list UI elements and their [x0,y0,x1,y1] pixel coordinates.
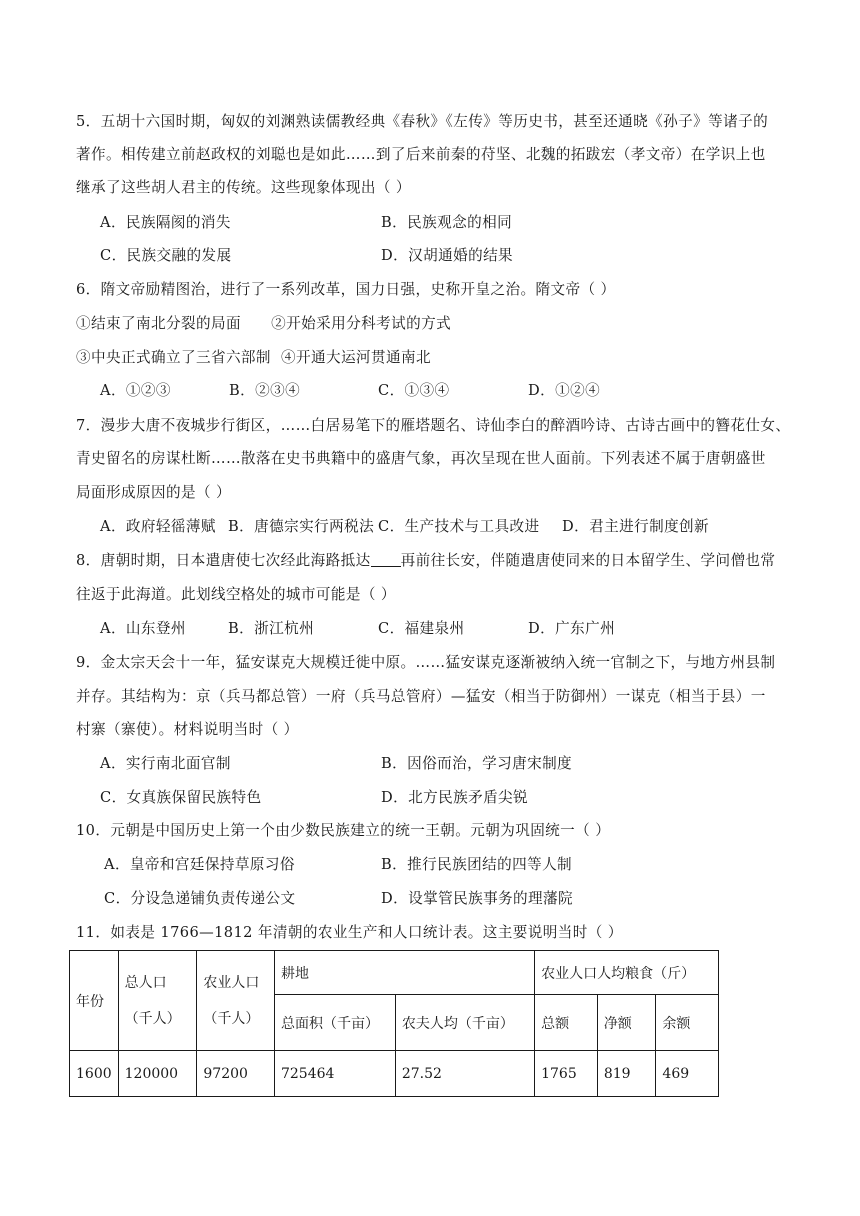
q5-stem-line-1: 5．五胡十六国时期，匈奴的刘渊熟读儒教经典《春秋》《左传》等历史书，甚至还通晓《孙子》等诸子的 [76,113,769,130]
q5-option-c[interactable]: C．民族交融的发展 [100,247,232,264]
q9-stem-line-3: 村寨（寨使）。材料说明当时（ ） [76,721,299,738]
header-farmland: 耕地 [274,951,534,995]
q6-option-d[interactable]: D．①②④ [528,382,601,399]
q5-option-b[interactable]: B．民族观念的相同 [381,214,513,231]
header-agri-population-label: 农业人口 [203,974,260,991]
q8-fill-blank [371,552,401,567]
q9-option-c[interactable]: C．女真族保留民族特色 [100,789,262,806]
q8-stem-pre: 8．唐朝时期，日本遣唐使七次经此海路抵达 [76,552,371,569]
q9-option-d[interactable]: D．北方民族矛盾尖锐 [381,789,529,806]
header-grain-total: 总额 [535,995,598,1051]
q11-stem: 11．如表是 1766—1812 年清朝的农业生产和人口统计表。这主要说明当时（ ） [76,924,623,941]
q7-option-b[interactable]: B．唐德宗实行两税法 [228,518,375,535]
q7-option-d[interactable]: D．君主进行制度创新 [562,518,710,535]
cell-land-area: 725464 [274,1051,395,1097]
q9-option-b[interactable]: B．因俗而治，学习唐宋制度 [381,755,573,772]
header-land-area: 总面积（千亩） [274,995,395,1051]
q5-stem-line-3: 继承了这些胡人君主的传统。这些现象体现出（ ） [76,179,411,196]
q11-statistics-table [69,950,719,1097]
q5-option-d[interactable]: D．汉胡通婚的结果 [381,247,514,264]
header-total-population-unit: （千人） [124,1010,181,1027]
q6-statement-3-4: ③中央正式确立了三省六部制 ④开通大运河贯通南北 [76,349,431,366]
q8-stem-line-1 [76,551,775,571]
q6-option-c[interactable]: C．①③④ [378,382,450,399]
q6-stem-line-1: 6．隋文帝励精图治，进行了一系列改革，国力日强，史称开皇之治。隋文帝（ ） [76,281,616,298]
cell-land-per-farmer: 27.52 [395,1051,534,1097]
q5-stem-line-2: 著作。相传建立前赵政权的刘聪也是如此……到了后来前秦的苻坚、北魏的拓跋宏（孝文帝）在学识上也 [76,146,766,163]
q10-option-c[interactable]: C．分设急递铺负责传递公文 [104,890,296,907]
table-row [70,1051,719,1097]
cell-grain-surplus: 469 [656,1051,719,1097]
q5-option-a[interactable]: A．民族隔阂的消失 [100,214,231,231]
q6-option-a[interactable]: A．①②③ [100,382,171,399]
q8-stem-post: 再前往长安，伴随遣唐使同来的日本留学生、学问僧也常 [400,552,776,569]
q7-option-c[interactable]: C．生产技术与工具改进 [378,518,540,535]
cell-total-population: 120000 [118,1051,197,1097]
q8-stem-line-2: 往返于此海道。此划线空格处的城市可能是（ ） [76,586,396,603]
header-agri-population [197,951,275,1051]
header-agri-population-unit: （千人） [203,1010,260,1027]
q9-stem-line-2: 并存。其结构为：京（兵马都总管）一府（兵马总管府）—猛安（相当于防御州）一谋克（相当于县）一 [76,688,766,705]
q9-option-a[interactable]: A．实行南北面官制 [100,755,231,772]
cell-agri-population: 97200 [197,1051,275,1097]
q8-option-d[interactable]: D．广东广州 [528,620,616,637]
q7-stem-line-2: 青史留名的房谋杜断……散落在史书典籍中的盛唐气象，再次呈现在世人面前。下列表述不属于唐朝盛世 [76,450,766,467]
q7-option-a[interactable]: A．政府轻徭薄赋 [100,518,216,535]
cell-grain-total: 1765 [535,1051,598,1097]
q8-option-b[interactable]: B．浙江杭州 [228,620,315,637]
header-land-per-farmer: 农夫人均（千亩） [395,995,534,1051]
q10-option-d[interactable]: D．设掌管民族事务的理藩院 [381,890,574,907]
header-grain-per-capita: 农业人口人均粮食（斤） [535,951,719,995]
header-grain-surplus: 余额 [656,995,719,1051]
header-grain-net: 净额 [597,995,656,1051]
header-total-population [118,951,197,1051]
q10-stem: 10．元朝是中国历史上第一个由少数民族建立的统一王朝。元朝为巩固统一（ ） [76,822,611,839]
q8-option-a[interactable]: A．山东登州 [100,620,186,637]
q7-stem-line-3: 局面形成原因的是（ ） [76,484,231,501]
q9-stem-line-1: 9．金太宗天会十一年，猛安谋克大规模迁徙中原。……猛安谋克逐渐被纳入统一官制之下，与地方州县制 [76,654,776,671]
q10-option-a[interactable]: A．皇帝和宫廷保持草原习俗 [104,856,295,873]
header-total-population-label: 总人口 [124,974,167,991]
cell-year: 1600 [70,1051,119,1097]
cell-grain-net: 819 [597,1051,656,1097]
q8-option-c[interactable]: C．福建泉州 [378,620,465,637]
header-year: 年份 [70,951,119,1051]
q7-stem-line-1: 7．漫步大唐不夜城步行街区，……白居易笔下的雁塔题名、诗仙李白的醉酒吟诗、古诗古画中的簪花仕女、 [76,417,791,434]
q6-statement-1-2: ①结束了南北分裂的局面 ②开始采用分科考试的方式 [76,315,452,332]
q6-option-b[interactable]: B．②③④ [229,382,301,399]
q10-option-b[interactable]: B．推行民族团结的四等人制 [381,856,573,873]
